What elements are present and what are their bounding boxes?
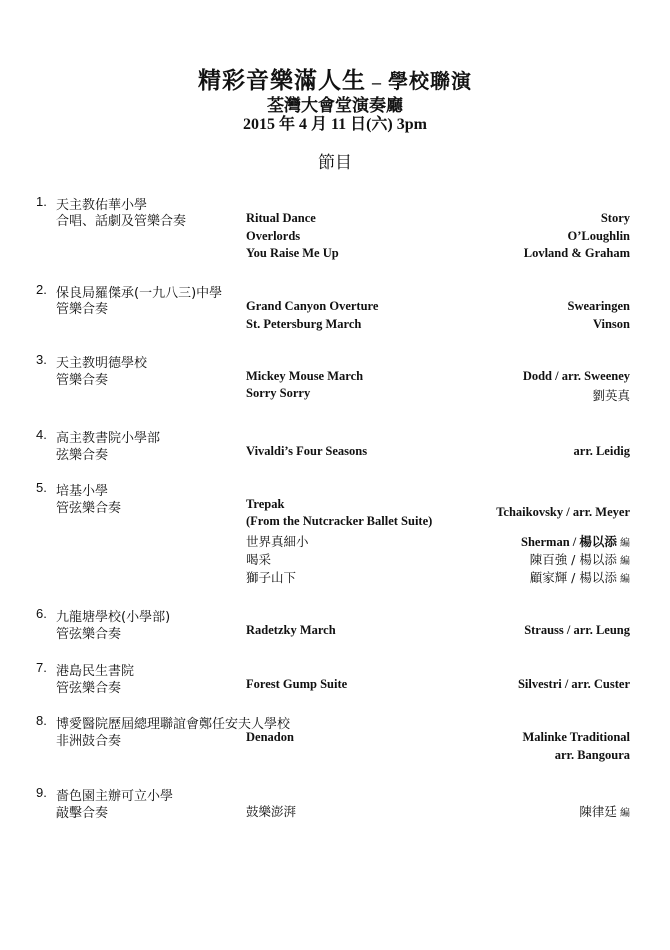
piece-title: Vivaldi’s Four Seasons [246,444,368,458]
entry-number: 4. [36,427,47,442]
entry-number: 1. [36,194,47,209]
venue: 荃灣大會堂演奏廳 [267,96,403,115]
composer: 顧家輝 / 楊以添 編 [529,570,630,585]
title-sub: 學校聯演 [388,71,472,93]
performance-type: 敲擊合奏 [56,806,109,821]
piece-title: 世界真細小 [246,534,309,549]
school-name: 博愛醫院歷屆總理聯誼會鄭任安夫人學校 [56,717,291,732]
arranger: arr. Bangoura [554,748,630,762]
school-name: 天主教明德學校 [56,356,148,371]
piece-title: Grand Canyon Overture [246,299,379,313]
composer: Story [600,211,630,225]
piece-title: 獅子山下 [246,570,297,585]
composer: Tchaikovsky / arr. Meyer [496,505,630,519]
performance-type: 管樂合奏 [56,302,109,317]
composer: Lovland & Graham [523,246,630,260]
composer: Silvestri / arr. Custer [517,677,630,691]
school-name: 保良局羅傑承(一九八三)中學 [56,286,223,301]
piece-title: St. Petersburg March [246,317,362,331]
piece-title: Sorry Sorry [246,386,311,400]
composer: Sherman / 楊以添 編 [521,535,630,549]
concert-date: 2015 年 4 月 11 日(六) 3pm [242,116,427,133]
piece-title: Forest Gump Suite [246,677,348,691]
piece-title: Ritual Dance [246,211,316,225]
school-name: 高主教書院小學部 [56,431,161,446]
entry-number: 7. [36,660,47,675]
performance-type: 管弦樂合奏 [56,627,122,642]
title-main: 精彩音樂滿人生 [198,68,366,93]
piece-title: 鼓樂澎湃 [246,804,297,819]
composer: Strauss / arr. Leung [524,623,630,637]
composer: Dodd / arr. Sweeney [522,369,630,383]
composer: O’Loughlin [567,229,630,243]
performance-type: 弦樂合奏 [56,448,109,463]
entry-number: 8. [36,713,47,728]
performance-type: 非洲鼓合奏 [56,734,122,749]
composer: 劉英真 [592,388,630,403]
piece-title: Overlords [246,229,301,243]
school-name: 天主教佑華小學 [56,198,148,213]
school-name: 嗇色園主辦可立小學 [56,789,174,804]
composer: arr. Leidig [573,444,630,458]
composer: Swearingen [567,299,630,313]
school-name: 培基小學 [56,484,109,499]
entry-number: 5. [36,480,47,495]
piece-title: You Raise Me Up [246,246,339,260]
piece-title: Radetzky March [246,623,336,637]
piece-title: 喝采 [246,552,272,567]
entry-number: 3. [36,352,47,367]
piece-title: Mickey Mouse March [246,369,364,383]
programme-heading: 節目 [318,153,352,173]
performance-type: 管弦樂合奏 [56,681,122,696]
piece-subtitle: (From the Nutcracker Ballet Suite) [246,514,433,528]
school-name: 港島民生書院 [56,664,135,679]
title-dash: – [372,72,382,92]
performance-type: 管弦樂合奏 [56,501,122,516]
composer: 陳律廷 編 [579,804,630,819]
entry-number: 9. [36,785,47,800]
composer: 陳百強 / 楊以添 編 [529,552,630,567]
composer: Vinson [592,317,630,331]
piece-title: Trepak [246,497,285,511]
composer: Malinke Traditional [522,730,630,744]
performance-type: 合唱、話劇及管樂合奏 [56,214,187,229]
entry-number: 6. [36,606,47,621]
performance-type: 管樂合奏 [56,373,109,388]
entry-number: 2. [36,282,47,297]
piece-title: Denadon [246,730,294,744]
school-name: 九龍塘學校(小學部) [56,610,171,625]
